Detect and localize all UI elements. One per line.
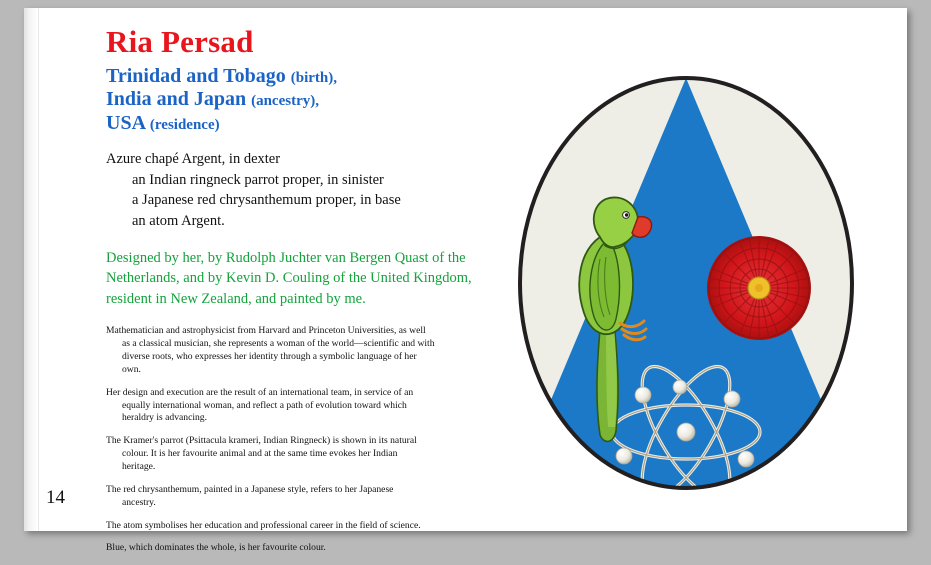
note-2-line-2: equally international woman, and reflect a path of evolution toward which bbox=[122, 399, 407, 411]
note-1-line-3: diverse roots, who expresses her identity through a symbolic language of her bbox=[122, 351, 417, 363]
page-title: Ria Persad bbox=[106, 24, 254, 59]
note-6-line-1: Blue, which dominates the whole, is her favourite colour. bbox=[106, 542, 326, 554]
note-5-line-1: The atom symbolises her education and professional career in the field of science. bbox=[106, 519, 421, 531]
note-paragraph-6 bbox=[106, 542, 481, 555]
origin-line-1 bbox=[106, 65, 481, 89]
note-paragraph-5 bbox=[106, 520, 481, 533]
origin-line-3 bbox=[106, 112, 481, 136]
note-2-line-3: heraldry is advancing. bbox=[122, 412, 207, 424]
note-3-line-2: colour. It is her favourite animal and at the same time evokes her Indian bbox=[122, 448, 398, 460]
origin-line-2 bbox=[106, 88, 481, 112]
origin-paren-3: (residence) bbox=[149, 116, 220, 133]
design-credit-text: Designed by her, by Rudolph Juchter van Bergen Quast of the Netherlands, and by Kevin D. Couling of the United Kingdom, resident in New Zealand, and painted by me. bbox=[106, 249, 472, 307]
page-spine-gutter bbox=[24, 8, 39, 531]
page-number: 14 bbox=[46, 487, 65, 508]
japanese-red-chrysanthemum-icon bbox=[707, 236, 811, 340]
note-1-line-1: Mathematician and astrophysicist from Harvard and Princeton Universities, as well bbox=[106, 325, 426, 337]
origin-main-3: USA bbox=[106, 111, 150, 134]
note-2-line-1: Her design and execution are the result of an international team, in service of an bbox=[106, 386, 414, 398]
note-paragraph-3 bbox=[106, 435, 481, 474]
origins-block bbox=[106, 65, 481, 136]
shield-field bbox=[506, 70, 866, 510]
note-4-line-2: ancestry. bbox=[122, 496, 156, 508]
entry-text-column bbox=[106, 26, 481, 565]
origin-paren-1: (birth), bbox=[290, 69, 337, 86]
blazon-line-4: an atom Argent. bbox=[132, 213, 225, 230]
note-paragraph-2 bbox=[106, 387, 481, 426]
note-paragraph-4 bbox=[106, 484, 481, 510]
note-3-line-3: heritage. bbox=[122, 460, 156, 472]
note-4-line-1: The red chrysanthemum, painted in a Japanese style, refers to her Japanese bbox=[106, 483, 394, 495]
blazon-text bbox=[106, 149, 481, 231]
note-paragraph-1 bbox=[106, 325, 481, 376]
notes-block bbox=[106, 325, 481, 555]
coat-of-arms-illustration bbox=[506, 70, 866, 496]
origin-main-1: Trinidad and Tobago bbox=[106, 64, 291, 87]
origin-main-2: India and Japan bbox=[106, 88, 252, 111]
note-1-line-2: as a classical musician, she represents a woman of the world—scientific and with bbox=[122, 338, 435, 350]
blazon-line-3: a Japanese red chrysanthemum proper, in base bbox=[132, 192, 401, 209]
blazon-line-2: an Indian ringneck parrot proper, in sinister bbox=[132, 171, 384, 188]
note-3-line-1: The Kramer's parrot (Psittacula krameri, Indian Ringneck) is shown in its natural bbox=[106, 435, 417, 447]
book-page bbox=[24, 8, 907, 554]
blazon-line-1: Azure chapé Argent, in dexter bbox=[106, 151, 281, 168]
origin-paren-2: (ancestry), bbox=[251, 93, 319, 110]
note-1-line-4: own. bbox=[122, 363, 141, 375]
